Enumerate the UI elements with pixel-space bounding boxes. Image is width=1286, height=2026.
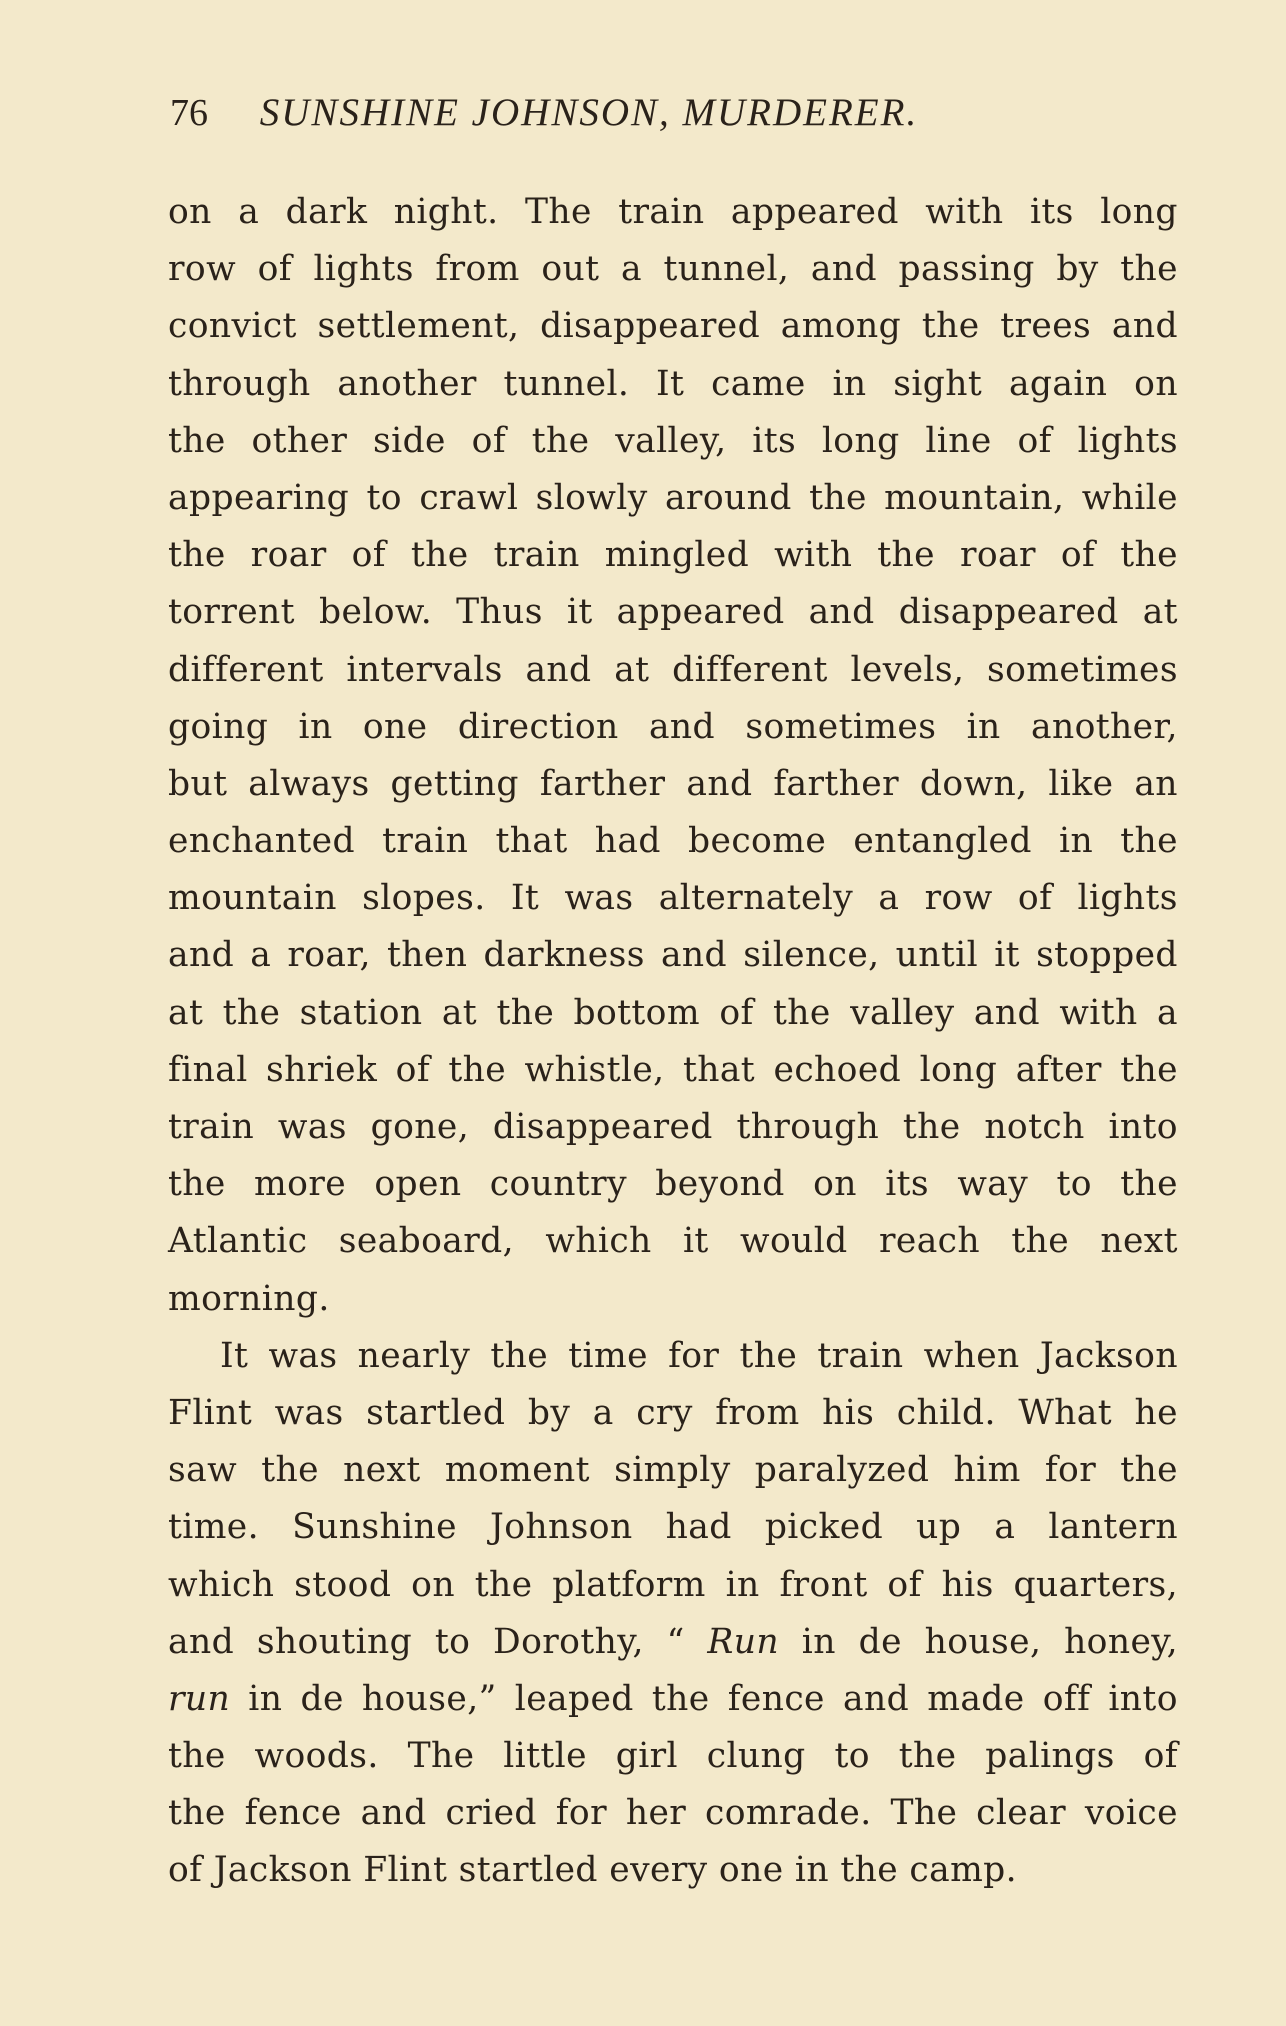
word: up [916, 1507, 962, 1548]
text-line [168, 584, 1178, 641]
text-line [168, 642, 1178, 699]
word: roar, [287, 935, 371, 976]
text-line [168, 1728, 1178, 1785]
word: off [1042, 1678, 1091, 1719]
word: enchanted [168, 821, 355, 862]
word: The [524, 192, 592, 232]
word: through [168, 363, 311, 404]
word: its [752, 420, 797, 461]
word: Flint [168, 1392, 253, 1433]
word: train [493, 535, 580, 576]
word: and [525, 649, 592, 690]
word: fence [244, 1793, 342, 1834]
word: but [168, 763, 228, 804]
paragraph-end-line: morning. [168, 1278, 330, 1319]
text-line [168, 298, 1178, 355]
word: was [277, 1107, 347, 1147]
text-line [168, 1156, 1178, 1213]
word: had [665, 1507, 732, 1548]
word: Atlantic [168, 1221, 308, 1262]
word: It [220, 1335, 249, 1376]
word: again [1008, 363, 1108, 404]
word: Jackson [1039, 1335, 1178, 1376]
word: which [545, 1221, 652, 1262]
word: lights [1077, 420, 1178, 461]
word: passing [898, 249, 1035, 290]
word: to [1056, 1164, 1092, 1205]
word: came [711, 363, 806, 404]
word: at [1142, 592, 1178, 633]
text-line [168, 1499, 1178, 1556]
word: from [435, 249, 520, 290]
word: a [1156, 992, 1178, 1033]
word: way [957, 1164, 1029, 1205]
word: and [648, 706, 716, 747]
word: her [625, 1793, 687, 1834]
word: whistle, [524, 1049, 665, 1090]
word: seaboard, [338, 1221, 515, 1262]
word: going [168, 706, 269, 747]
word: woods. [254, 1736, 379, 1777]
word: simply [614, 1450, 731, 1491]
word: and [1111, 306, 1178, 347]
paragraph-start-line [168, 1328, 1178, 1385]
word: levels, [850, 649, 965, 690]
word: the [1120, 249, 1178, 290]
word: that [495, 821, 568, 862]
word: a [621, 249, 642, 290]
word: which [168, 1564, 275, 1605]
text-line [168, 413, 1178, 470]
word: sometimes [745, 706, 937, 747]
word: of [351, 535, 386, 576]
word: train [618, 192, 705, 232]
text-line [168, 927, 1178, 984]
word: house, [924, 1621, 1042, 1662]
word: row [924, 878, 993, 919]
word: around [664, 477, 792, 518]
text-line [168, 356, 1178, 413]
text-line [168, 184, 1178, 241]
word: at [168, 992, 204, 1033]
word: train [382, 821, 469, 862]
word: nearly [357, 1335, 471, 1376]
word: palings [985, 1736, 1115, 1777]
word: on [813, 1164, 857, 1205]
word: long [1100, 192, 1178, 232]
word: in [248, 1678, 283, 1719]
word: mountain, [884, 477, 1065, 518]
word: more [254, 1164, 347, 1205]
word: gone, [370, 1107, 470, 1147]
word: time. [168, 1507, 259, 1548]
paragraph-end-line: of Jackson Flint startled every one in the camp. [168, 1850, 1018, 1891]
word: the [168, 1793, 226, 1834]
word: farther [773, 763, 899, 804]
text-line [168, 1099, 1178, 1156]
word: platform [552, 1564, 706, 1605]
word: Johnson [490, 1507, 633, 1548]
word: house,” [361, 1678, 497, 1719]
word: valley [850, 992, 955, 1033]
word: honey, [1064, 1621, 1178, 1662]
word: leaped [514, 1678, 634, 1719]
word: in [966, 706, 1001, 747]
word: it [994, 935, 1020, 976]
word: disappeared [540, 306, 761, 347]
text-line [168, 756, 1178, 813]
word: the [1120, 821, 1178, 862]
word: voice [1084, 1793, 1178, 1834]
text-line [168, 1785, 1178, 1842]
word: and [973, 992, 1040, 1033]
word: its [885, 1164, 930, 1205]
word: and [810, 249, 877, 290]
text-line [168, 527, 1178, 584]
word: his [822, 1392, 875, 1433]
word: long [821, 420, 900, 461]
word: from [715, 1392, 800, 1433]
word: de [858, 1621, 902, 1662]
word: moment [444, 1450, 590, 1491]
word: of [395, 1049, 430, 1090]
word: night. [393, 192, 499, 232]
word: an [1134, 763, 1178, 804]
word: echoed [773, 1049, 902, 1090]
page-number: 76 [170, 92, 208, 134]
word: in [298, 706, 333, 747]
word: clear [976, 1793, 1066, 1834]
word: slopes. [362, 878, 486, 919]
word: of [1143, 1736, 1178, 1777]
word: sometimes [987, 649, 1178, 690]
word: until [895, 935, 979, 976]
word: for [668, 1335, 720, 1376]
word: with [774, 535, 853, 576]
word: Dorothy, [493, 1621, 644, 1662]
word: quarters, [1013, 1564, 1178, 1605]
word: mountain [168, 878, 337, 919]
word: become [688, 821, 827, 862]
word: roar [959, 535, 1036, 576]
word: comrade. [705, 1793, 872, 1834]
word: that [682, 1049, 756, 1090]
word: next [1100, 1221, 1178, 1262]
word: and [660, 935, 728, 976]
word: with [925, 192, 1004, 232]
word: the [921, 306, 980, 347]
word: country [489, 1164, 627, 1205]
word: by [527, 1392, 571, 1433]
word: stood [294, 1564, 392, 1605]
word: row [168, 249, 236, 290]
word: next [343, 1450, 421, 1491]
word: when [923, 1335, 1020, 1376]
word: a [994, 1507, 1016, 1548]
word: on [411, 1564, 455, 1605]
word: to [434, 1621, 471, 1662]
word: cried [445, 1793, 537, 1834]
word: by [1056, 249, 1099, 290]
word: tunnel, [663, 249, 790, 290]
word: and [168, 1621, 235, 1662]
word: into [1108, 1678, 1178, 1719]
word: of [1017, 878, 1053, 919]
word: the [809, 477, 867, 518]
word: a [250, 935, 272, 976]
word: trees [1000, 306, 1092, 347]
word: final [168, 1049, 248, 1090]
word: among [780, 306, 902, 347]
word: was [274, 1392, 344, 1433]
word: long [919, 1049, 998, 1090]
word: below. [318, 592, 433, 633]
word: in [1059, 821, 1094, 862]
word: the [168, 1164, 226, 1205]
word: beyond [655, 1164, 785, 1205]
word: always [248, 763, 370, 804]
word: the [410, 535, 469, 576]
word: The [407, 1736, 475, 1777]
word: different [168, 649, 324, 690]
word: its [1029, 192, 1074, 232]
word: and [808, 592, 875, 633]
word: into [1108, 1107, 1178, 1147]
word: silence, [743, 935, 880, 976]
word: of [1017, 420, 1052, 461]
word: another [337, 363, 477, 404]
word: Run [707, 1621, 780, 1662]
word: the [773, 992, 831, 1033]
word: he [1134, 1392, 1178, 1433]
word: was [268, 1335, 338, 1376]
word: while [1081, 477, 1178, 518]
word: paralyzed [754, 1450, 930, 1491]
word: shouting [256, 1621, 413, 1662]
word: a [592, 1392, 614, 1433]
word: the [739, 1335, 798, 1376]
word: the [490, 1335, 549, 1376]
word: intervals [346, 649, 503, 690]
word: of [1060, 535, 1096, 576]
word: and [168, 935, 235, 976]
word: a [238, 192, 260, 232]
word: it [566, 592, 593, 633]
word: had [594, 821, 661, 862]
word: in [725, 1564, 760, 1605]
text-line [168, 1042, 1178, 1099]
word: one [362, 706, 428, 747]
word: run [168, 1678, 231, 1719]
word: train [817, 1335, 904, 1376]
word: crawl [419, 477, 519, 518]
word: would [740, 1221, 848, 1262]
word: The [890, 1793, 958, 1834]
word: then [387, 935, 468, 976]
word: appeared [730, 192, 899, 232]
word: after [1015, 1049, 1102, 1090]
word: child. [896, 1392, 996, 1433]
text-line [168, 470, 1178, 527]
word: clung [706, 1736, 806, 1777]
word: in [801, 1621, 836, 1662]
word: for [555, 1793, 607, 1834]
word: the [902, 1107, 961, 1147]
word: lights [313, 249, 414, 290]
word: made [927, 1678, 1025, 1719]
text-line [168, 870, 1178, 927]
word: It [510, 878, 540, 919]
word: the [1120, 1049, 1178, 1090]
word: a [878, 878, 900, 919]
text-line [168, 813, 1178, 870]
text-line [168, 1385, 1178, 1442]
word: in [832, 363, 867, 404]
word: settlement, [317, 306, 520, 347]
word: disappeared [492, 1107, 713, 1147]
word: was [564, 878, 634, 919]
word: saw [168, 1450, 238, 1491]
word: lantern [1048, 1507, 1178, 1548]
word: alternately [658, 878, 854, 919]
word: the [496, 992, 555, 1033]
word: for [1044, 1450, 1097, 1491]
word: train [168, 1107, 255, 1147]
word: the [651, 1678, 710, 1719]
word: time [568, 1335, 648, 1376]
word: down, [919, 763, 1028, 804]
word: of [887, 1564, 922, 1605]
word: to [834, 1736, 870, 1777]
word: disappeared [898, 592, 1119, 633]
word: side [373, 420, 446, 461]
word: little [503, 1736, 587, 1777]
word: his [941, 1564, 994, 1605]
word: the [531, 420, 590, 461]
word: and [686, 763, 753, 804]
word: It [656, 363, 685, 404]
word: darkness [483, 935, 645, 976]
word: the [1120, 1450, 1178, 1491]
word: startled [366, 1392, 506, 1433]
word: of [719, 992, 754, 1033]
word: with [1059, 992, 1138, 1033]
text-line [168, 1614, 1178, 1671]
word: at [441, 992, 478, 1033]
running-header [170, 88, 1090, 138]
word: out [541, 249, 600, 290]
word: roar [250, 535, 327, 576]
word: like [1048, 763, 1114, 804]
word: Sunshine [292, 1507, 457, 1548]
word: slowly [535, 477, 648, 518]
text-line [168, 699, 1178, 756]
word: the [474, 1564, 533, 1605]
word: torrent [168, 592, 295, 633]
word: fence [727, 1678, 825, 1719]
word: him [953, 1450, 1021, 1491]
word: the [222, 992, 281, 1033]
word: farther [539, 763, 666, 804]
word: tunnel. [503, 363, 630, 404]
running-title: SUNSHINE JOHNSON, MURDERER. [259, 91, 919, 134]
word: the [168, 420, 226, 461]
text-line [168, 1442, 1178, 1499]
word: stopped [1036, 935, 1178, 976]
word: line [925, 420, 992, 461]
word: another, [1031, 706, 1178, 747]
word: of [257, 249, 292, 290]
word: open [374, 1164, 462, 1205]
word: of [471, 420, 506, 461]
word: picked [764, 1507, 884, 1548]
word: different [672, 649, 828, 690]
word: the [168, 1736, 226, 1777]
word: front [779, 1564, 868, 1605]
word: entangled [853, 821, 1032, 862]
word: and [843, 1678, 910, 1719]
word: station [299, 992, 423, 1033]
word: the [1011, 1221, 1070, 1262]
word: at [614, 649, 650, 690]
word: lights [1077, 878, 1178, 919]
word: mingled [604, 535, 750, 576]
word: the [1120, 1164, 1178, 1205]
word: girl [615, 1736, 678, 1777]
word: on [168, 192, 212, 232]
word: getting [390, 763, 519, 804]
word: shriek [266, 1049, 378, 1090]
word: and [360, 1793, 427, 1834]
word: the [448, 1049, 507, 1090]
text-line [168, 985, 1178, 1042]
word: de [300, 1678, 344, 1719]
word: other [251, 420, 348, 461]
word: convict [168, 306, 297, 347]
word: “ [666, 1621, 685, 1662]
word: notch [984, 1107, 1085, 1147]
word: Thus [456, 592, 543, 633]
word: the [261, 1450, 319, 1491]
word: dark [285, 192, 368, 232]
word: it [683, 1221, 709, 1262]
word: on [1134, 363, 1178, 404]
text-line [168, 1557, 1178, 1614]
word: the [1120, 535, 1178, 576]
text-line [168, 1671, 1178, 1728]
word: the [877, 535, 935, 576]
word: to [366, 477, 402, 518]
word: direction [457, 706, 619, 747]
word: bottom [573, 992, 700, 1033]
word: appeared [616, 592, 785, 633]
word: appearing [168, 477, 350, 518]
word: sight [893, 363, 983, 404]
word: What [1018, 1392, 1113, 1433]
word: reach [879, 1221, 981, 1262]
word: the [898, 1736, 957, 1777]
word: valley, [615, 420, 727, 461]
word: through [736, 1107, 880, 1147]
body-text [168, 184, 1178, 1900]
text-line [168, 1213, 1178, 1270]
word: cry [636, 1392, 693, 1433]
text-line [168, 241, 1178, 298]
word: the [168, 535, 226, 576]
